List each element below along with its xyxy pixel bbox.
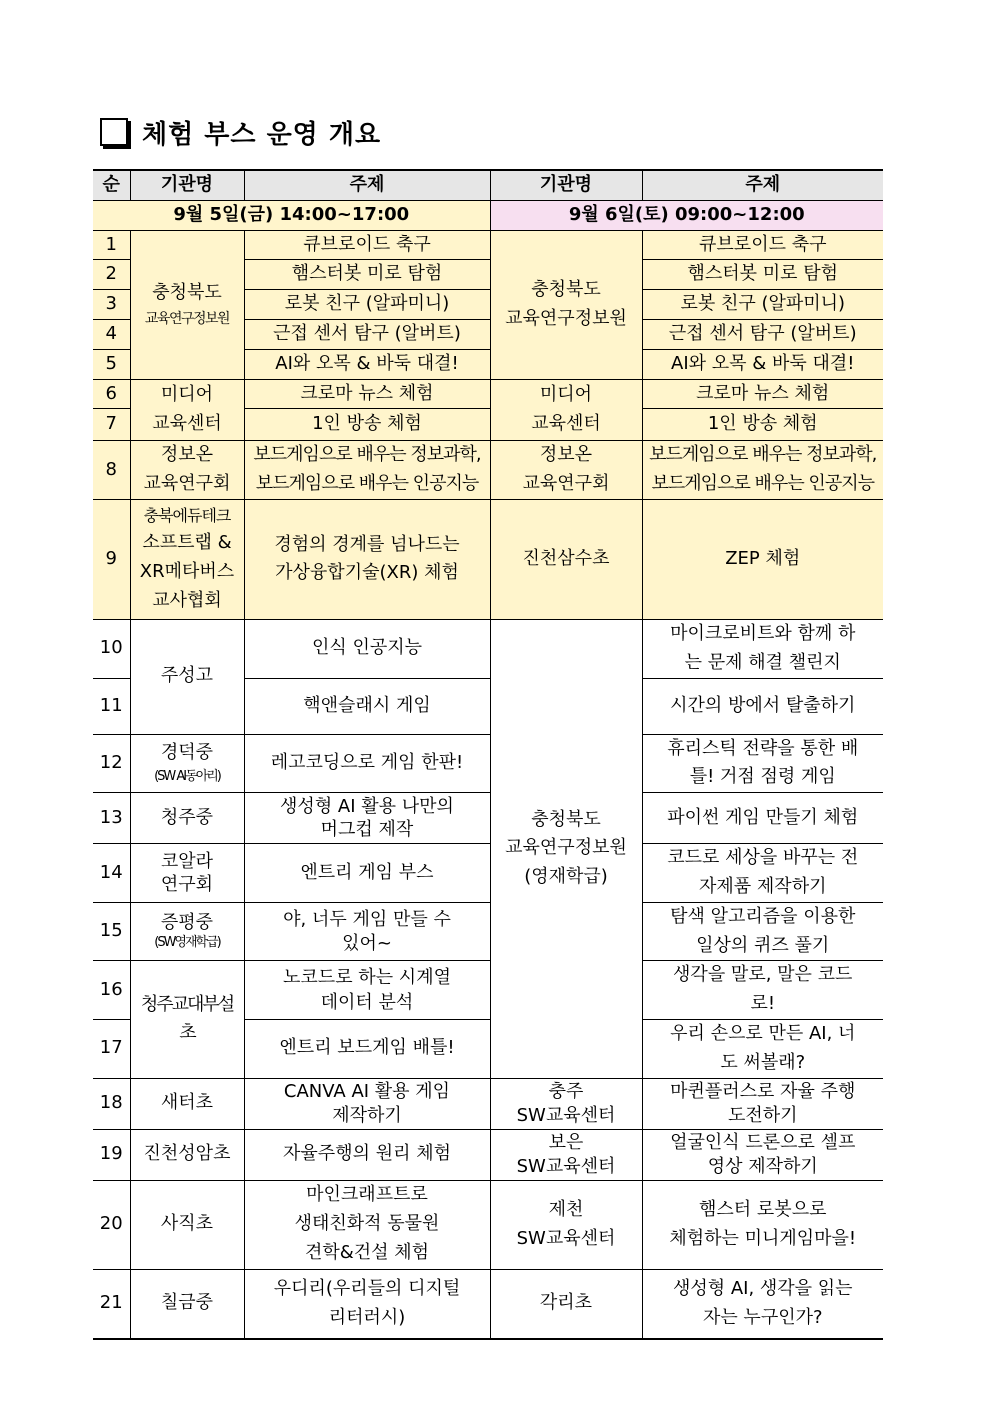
topic-line: 머그컵 제작 xyxy=(320,819,414,841)
topic-cell: 크로마 뉴스 체험 xyxy=(642,379,883,409)
org-cell xyxy=(490,230,642,379)
topic-cell xyxy=(244,793,490,844)
topic-cell xyxy=(244,1180,490,1269)
topic-line: 마이크로비트와 함께 하 xyxy=(670,622,856,644)
topic-cell: 근접 센서 탐구 (알버트) xyxy=(642,319,883,349)
topic-line: 우리 손으로 만든 AI, 너 xyxy=(670,1022,856,1044)
org-line: (SW AI동아리) xyxy=(154,769,220,785)
topic-line: 햄스터 로봇으로 xyxy=(699,1198,827,1220)
org-cell: 칠금중 xyxy=(130,1269,244,1339)
topic-line: CANVA AI 활용 게임 xyxy=(283,1081,451,1103)
topic-line: 데이터 분석 xyxy=(320,992,414,1014)
row-number: 5 xyxy=(93,349,130,379)
org-cell xyxy=(130,844,244,903)
header-no: 순 xyxy=(93,170,130,200)
org-line: 교육센터 xyxy=(531,412,601,434)
topic-cell: ZEP 체험 xyxy=(642,499,883,619)
topic-cell xyxy=(244,902,490,961)
org-cell xyxy=(490,379,642,441)
table-row xyxy=(93,1078,883,1129)
org-line: 정보온 xyxy=(160,444,214,466)
org-cell xyxy=(490,1129,642,1180)
topic-cell xyxy=(642,1129,883,1180)
table-row xyxy=(93,441,883,500)
table-row xyxy=(93,379,883,409)
topic-line: 영상 제작하기 xyxy=(707,1155,818,1177)
topic-cell xyxy=(642,902,883,961)
topic-line: 자는 누구인가? xyxy=(702,1306,823,1328)
table-row xyxy=(93,734,883,793)
section-title: 체험 부스 운영 개요 xyxy=(142,119,382,150)
row-number: 15 xyxy=(93,902,130,961)
row-number: 9 xyxy=(93,499,130,619)
topic-cell xyxy=(244,961,490,1020)
topic-cell: 엔트리 보드게임 배틀! xyxy=(244,1019,490,1078)
topic-line: 야, 너두 게임 만들 수 xyxy=(283,909,451,931)
org-line: 교사협회 xyxy=(152,589,222,611)
org-line: 미디어 xyxy=(539,384,593,406)
row-number: 3 xyxy=(93,290,130,320)
topic-line: 마인크래프트로 xyxy=(306,1184,428,1206)
row-number: 11 xyxy=(93,678,130,734)
topic-cell xyxy=(642,619,883,678)
org-line: 교육연구회 xyxy=(522,473,610,495)
topic-cell: 큐브로이드 축구 xyxy=(642,230,883,260)
org-cell: 청주교대부설초 xyxy=(130,961,244,1078)
topic-cell xyxy=(642,1078,883,1129)
day1-label: 9월 5일(금) 14:00~17:00 xyxy=(93,200,490,230)
org-line: 충청북도 xyxy=(152,281,222,303)
topic-cell xyxy=(244,1078,490,1129)
topic-line: 일상의 퀴즈 풀기 xyxy=(696,934,830,956)
org-line: 코알라 xyxy=(160,850,214,872)
section-heading xyxy=(100,112,381,152)
row-number: 16 xyxy=(93,961,130,1020)
org-line: 경덕중 xyxy=(160,741,214,763)
org-cell: 청주중 xyxy=(130,793,244,844)
topic-cell: 근접 센서 탐구 (알버트) xyxy=(244,319,490,349)
topic-cell: 로봇 친구 (알파미니) xyxy=(244,290,490,320)
org-cell xyxy=(490,441,642,500)
org-cell xyxy=(490,619,642,1078)
topic-line: 코드로 세상을 바꾸는 전 xyxy=(667,847,859,869)
row-number: 13 xyxy=(93,793,130,844)
topic-cell: 큐브로이드 축구 xyxy=(244,230,490,260)
row-number: 10 xyxy=(93,619,130,678)
topic-cell xyxy=(642,734,883,793)
topic-cell: 크로마 뉴스 체험 xyxy=(244,379,490,409)
topic-cell: 시간의 방에서 탈출하기 xyxy=(642,678,883,734)
org-cell: 사직초 xyxy=(130,1180,244,1269)
topic-line: 리터러시) xyxy=(328,1306,406,1328)
org-line: XR메타버스 xyxy=(139,560,235,582)
topic-cell xyxy=(642,1019,883,1078)
table-header-row xyxy=(93,170,883,200)
topic-line: 휴리스틱 전략을 통한 배 xyxy=(667,737,859,759)
topic-line: 노코드로 하는 시계열 xyxy=(283,966,451,988)
topic-line: 경험의 경계를 넘나드는 xyxy=(274,533,460,555)
org-line: 제천 xyxy=(548,1198,584,1220)
org-cell: 새터초 xyxy=(130,1078,244,1129)
header-topic: 주제 xyxy=(244,170,490,200)
topic-line: 있어~ xyxy=(342,932,392,954)
org-line: SW교육센터 xyxy=(516,1155,616,1177)
topic-cell: 인식 인공지능 xyxy=(244,619,490,678)
row-number: 2 xyxy=(93,260,130,290)
org-cell: 진천삼수초 xyxy=(490,499,642,619)
header-topic: 주제 xyxy=(642,170,883,200)
row-number: 17 xyxy=(93,1019,130,1078)
org-line: 증평중 xyxy=(160,912,214,934)
topic-cell xyxy=(642,844,883,903)
topic-cell xyxy=(642,1180,883,1269)
table-row xyxy=(93,230,883,260)
topic-line: 로! xyxy=(750,993,776,1015)
org-cell xyxy=(130,734,244,793)
topic-cell: 로봇 친구 (알파미니) xyxy=(642,290,883,320)
row-number: 4 xyxy=(93,319,130,349)
row-number: 6 xyxy=(93,379,130,409)
row-number: 19 xyxy=(93,1129,130,1180)
topic-line: 보드게임으로 배우는 정보과학, xyxy=(649,444,877,466)
topic-line: 틀! 거점 점령 게임 xyxy=(689,766,836,788)
org-line: 교육연구정보원 xyxy=(144,310,230,327)
topic-cell: 레고코딩으로 게임 한판! xyxy=(244,734,490,793)
topic-cell: 파이썬 게임 만들기 체험 xyxy=(642,793,883,844)
org-cell xyxy=(130,902,244,961)
org-line: 충주 xyxy=(548,1081,584,1103)
topic-line: 얼굴인식 드론으로 셀프 xyxy=(670,1132,856,1154)
topic-line: 도 써볼래? xyxy=(720,1051,806,1073)
table-row xyxy=(93,793,883,844)
row-number: 14 xyxy=(93,844,130,903)
topic-cell: 엔트리 게임 부스 xyxy=(244,844,490,903)
table-row xyxy=(93,1269,883,1339)
topic-cell xyxy=(642,961,883,1020)
table-row xyxy=(93,619,883,678)
org-line: 교육센터 xyxy=(152,412,222,434)
org-cell xyxy=(130,441,244,500)
org-line: 연구회 xyxy=(160,873,214,895)
topic-cell xyxy=(642,1269,883,1339)
topic-cell xyxy=(244,499,490,619)
row-number: 1 xyxy=(93,230,130,260)
row-number: 7 xyxy=(93,409,130,441)
org-line: 충청북도 xyxy=(531,808,601,830)
topic-line: 생태친화적 동물원 xyxy=(294,1213,440,1235)
header-org: 기관명 xyxy=(130,170,244,200)
topic-cell: AI와 오목 & 바둑 대결! xyxy=(642,349,883,379)
org-line: 교육연구회 xyxy=(143,473,231,495)
org-cell xyxy=(130,379,244,441)
row-number: 12 xyxy=(93,734,130,793)
topic-line: 제작하기 xyxy=(332,1104,402,1126)
topic-line: 도전하기 xyxy=(727,1104,798,1126)
table-row xyxy=(93,499,883,619)
org-line: (SW영재학급) xyxy=(154,934,220,950)
checkbox-square-icon xyxy=(100,118,128,146)
topic-cell xyxy=(642,441,883,500)
row-number: 21 xyxy=(93,1269,130,1339)
topic-cell: 햄스터봇 미로 탐험 xyxy=(642,260,883,290)
org-line: (영재학급) xyxy=(524,866,608,888)
topic-cell: 1인 방송 체험 xyxy=(244,409,490,441)
topic-cell: 1인 방송 체험 xyxy=(642,409,883,441)
topic-line: 생각을 말로, 말은 코드 xyxy=(673,964,853,986)
table-row xyxy=(93,902,883,961)
day2-label: 9월 6일(토) 09:00~12:00 xyxy=(490,200,883,230)
topic-line: 보드게임으로 배우는 정보과학, xyxy=(253,444,481,466)
table-row xyxy=(93,844,883,903)
org-line: 보은 xyxy=(548,1132,584,1154)
topic-line: 마퀸플러스로 자율 주행 xyxy=(670,1081,856,1103)
topic-cell: 자율주행의 원리 체험 xyxy=(244,1129,490,1180)
org-cell xyxy=(490,1078,642,1129)
header-org: 기관명 xyxy=(490,170,642,200)
org-cell: 진천성암초 xyxy=(130,1129,244,1180)
topic-line: 가상융합기술(XR) 체험 xyxy=(275,562,459,584)
topic-line: 보드게임으로 배우는 인공지능 xyxy=(255,473,479,495)
table-row xyxy=(93,1180,883,1269)
topic-line: 생성형 AI, 생각을 읽는 xyxy=(672,1277,853,1299)
org-line: 충북에듀테크 xyxy=(143,506,231,526)
topic-cell: 햄스터봇 미로 탐험 xyxy=(244,260,490,290)
topic-line: 자제품 제작하기 xyxy=(699,875,827,897)
org-line: SW교육센터 xyxy=(516,1227,616,1249)
org-line: 소프트랩 & xyxy=(142,532,232,554)
org-line: 충청북도 xyxy=(531,278,601,300)
org-line: 정보온 xyxy=(539,444,593,466)
topic-line: 보드게임으로 배우는 인공지능 xyxy=(651,473,874,495)
org-cell xyxy=(490,1180,642,1269)
topic-line: 는 문제 해결 챌린지 xyxy=(684,651,841,673)
org-cell xyxy=(130,230,244,379)
topic-cell: AI와 오목 & 바둑 대결! xyxy=(244,349,490,379)
topic-line: 견학&건설 체험 xyxy=(304,1241,430,1263)
topic-cell: 핵앤슬래시 게임 xyxy=(244,678,490,734)
org-line: 미디어 xyxy=(160,384,214,406)
topic-cell xyxy=(244,441,490,500)
org-cell xyxy=(130,499,244,619)
topic-line: 생성형 AI 활용 나만의 xyxy=(280,795,454,817)
table-row xyxy=(93,961,883,1020)
day-row xyxy=(93,200,883,230)
table-row xyxy=(93,1129,883,1180)
org-line: SW교육센터 xyxy=(516,1104,616,1126)
booth-schedule-table xyxy=(93,169,883,1340)
org-cell: 주성고 xyxy=(130,619,244,734)
org-cell: 각리초 xyxy=(490,1269,642,1339)
topic-line: 탐색 알고리즘을 이용한 xyxy=(670,905,856,927)
topic-line: 우디리(우리들의 디지털 xyxy=(273,1277,461,1299)
topic-cell xyxy=(244,1269,490,1339)
row-number: 8 xyxy=(93,441,130,500)
row-number: 20 xyxy=(93,1180,130,1269)
org-line: 교육연구정보원 xyxy=(505,837,627,859)
org-line: 교육연구정보원 xyxy=(505,307,627,329)
topic-line: 체험하는 미니게임마을! xyxy=(669,1227,857,1249)
row-number: 18 xyxy=(93,1078,130,1129)
